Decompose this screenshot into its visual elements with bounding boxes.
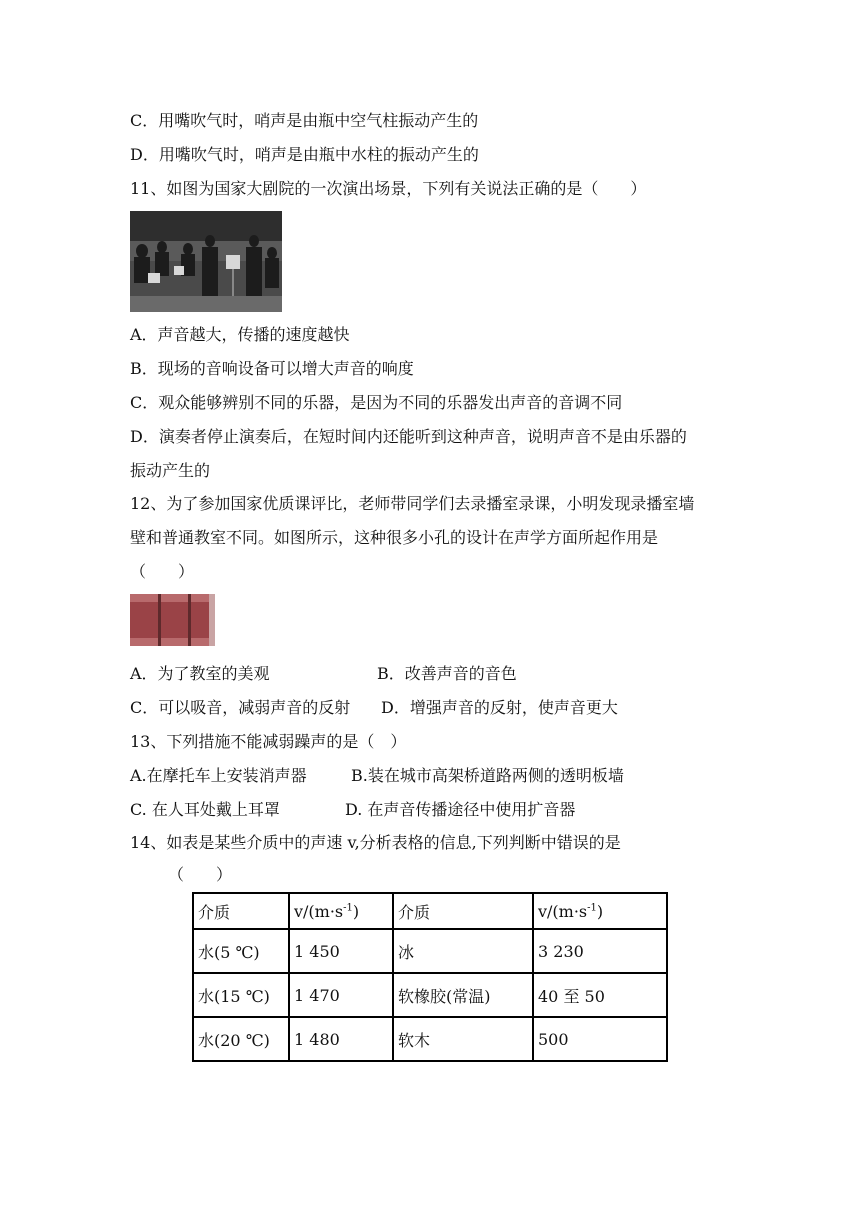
table-cell: 500 bbox=[533, 1017, 667, 1061]
q13-option-d: D. 在声音传播途径中使用扩音器 bbox=[345, 800, 576, 819]
q14-answer-paren: （ ） bbox=[168, 865, 233, 884]
table-cell: 软木 bbox=[393, 1017, 533, 1061]
q11-option-c: C．观众能够辨别不同的乐器，是因为不同的乐器发出声音的音调不同 bbox=[130, 393, 623, 412]
table-cell: 1 480 bbox=[289, 1017, 393, 1061]
table-cell: 3 230 bbox=[533, 929, 667, 973]
perforated-wall-photo bbox=[130, 594, 215, 646]
q11-stem: 11、如图为国家大剧院的一次演出场景，下列有关说法正确的是（ ） bbox=[130, 179, 647, 198]
table-cell: 冰 bbox=[393, 929, 533, 973]
table-row bbox=[193, 973, 667, 1017]
q11-option-a: A．声音越大，传播的速度越快 bbox=[130, 325, 350, 344]
table-cell: 1 450 bbox=[289, 929, 393, 973]
q14-stem: 14、如表是某些介质中的声速 v,分析表格的信息,下列判断中错误的是 bbox=[130, 833, 621, 852]
q12-stem-line3: （ ） bbox=[130, 562, 195, 581]
table-header-cell: $v/(m\cdot s^{-1})$ bbox=[533, 893, 667, 929]
q11-option-b: B．现场的音响设备可以增大声音的响度 bbox=[130, 359, 414, 378]
sound-speed-table bbox=[192, 892, 668, 1062]
q11-option-d-line1: D．演奏者停止演奏后，在短时间内还能听到这种声音，说明声音不是由乐器的 bbox=[130, 427, 687, 446]
q12-option-d: D．增强声音的反射，使声音更大 bbox=[381, 698, 618, 717]
table-cell: 水(20 ℃) bbox=[193, 1017, 289, 1061]
table-header-cell: 介质 bbox=[393, 893, 533, 929]
q10-option-c: C．用嘴吹气时，哨声是由瓶中空气柱振动产生的 bbox=[130, 111, 479, 130]
table-row bbox=[193, 929, 667, 973]
orchestra-photo bbox=[130, 211, 282, 312]
table-cell: 软橡胶(常温) bbox=[393, 973, 533, 1017]
q12-option-c: C．可以吸音，减弱声音的反射 bbox=[130, 698, 351, 717]
q13-option-a: A.在摩托车上安装消声器 bbox=[130, 766, 307, 785]
q11-option-d-line2: 振动产生的 bbox=[130, 461, 211, 480]
table-row bbox=[193, 1017, 667, 1061]
table-cell: 1 470 bbox=[289, 973, 393, 1017]
q13-option-c: C. 在人耳处戴上耳罩 bbox=[130, 800, 280, 819]
table-header-cell: $v/(m\cdot s^{-1})$ bbox=[289, 893, 393, 929]
table-header-row bbox=[193, 893, 667, 929]
table-cell: 40 至 50 bbox=[533, 973, 667, 1017]
table-header-cell: 介质 bbox=[193, 893, 289, 929]
q12-stem-line2: 壁和普通教室不同。如图所示，这种很多小孔的设计在声学方面所起作用是 bbox=[130, 528, 659, 547]
table-cell: 水(5 ℃) bbox=[193, 929, 289, 973]
table-cell: 水(15 ℃) bbox=[193, 973, 289, 1017]
q13-stem: 13、下列措施不能减弱躁声的是（ ） bbox=[130, 732, 407, 751]
q12-option-a: A．为了教室的美观 bbox=[130, 664, 270, 683]
q12-option-b: B．改善声音的音色 bbox=[377, 664, 517, 683]
q13-option-b: B.装在城市高架桥道路两侧的透明板墙 bbox=[351, 766, 624, 785]
q10-option-d: D．用嘴吹气时，哨声是由瓶中水柱的振动产生的 bbox=[130, 145, 479, 164]
q12-stem-line1: 12、为了参加国家优质课评比，老师带同学们去录播室录课，小明发现录播室墙 bbox=[130, 494, 695, 513]
